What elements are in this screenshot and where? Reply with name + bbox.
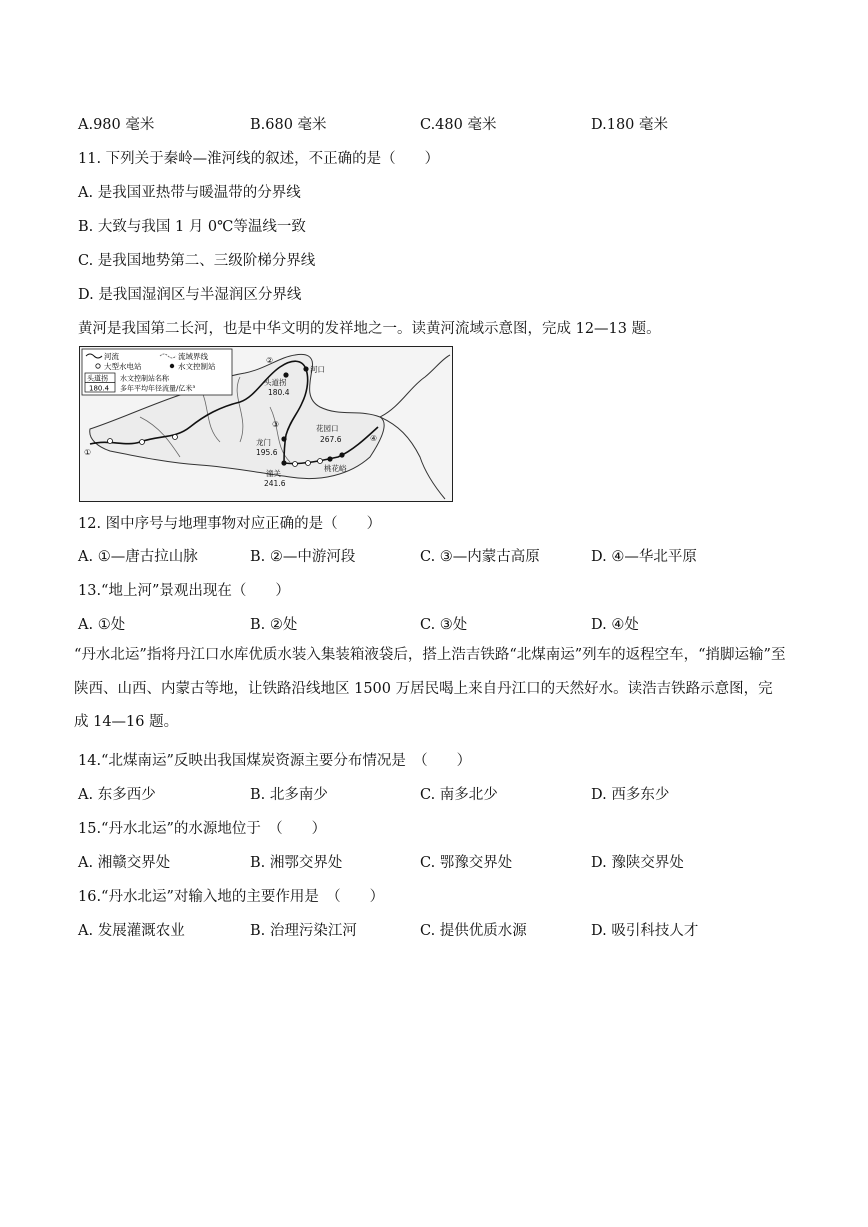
legend-example-value: 180.4 bbox=[89, 384, 110, 393]
label-tongguan-value: 241.6 bbox=[264, 479, 286, 488]
label-toudaoguai-value: 180.4 bbox=[268, 388, 290, 397]
q10-option-b: B.680 毫米 bbox=[250, 117, 327, 133]
label-hekou: 河口 bbox=[310, 365, 325, 374]
legend-caption-1: 水文控制站名称 bbox=[120, 374, 169, 383]
q14-option-d: D. 西多东少 bbox=[591, 787, 670, 803]
label-huayuankou: 花园口 bbox=[316, 424, 339, 433]
q10-option-d: D.180 毫米 bbox=[591, 117, 669, 133]
q10-option-a: A.980 毫米 bbox=[78, 117, 155, 133]
legend-boundary: 流域界线 bbox=[178, 352, 208, 361]
label-2: ② bbox=[266, 356, 274, 365]
q11-stem: 11. 下列关于秦岭—淮河线的叙述，不正确的是（ ） bbox=[78, 151, 440, 167]
q11-option-b: B. 大致与我国 1 月 0℃等温线一致 bbox=[78, 219, 306, 235]
q13-stem: 13.“地上河”景观出现在（ ） bbox=[78, 583, 290, 599]
legend-control: 水文控制站 bbox=[178, 362, 216, 371]
q14-option-b: B. 北多南少 bbox=[250, 787, 328, 803]
q12-options bbox=[78, 545, 798, 567]
label-longmen-value: 195.6 bbox=[256, 448, 278, 457]
yellow-river-basin-map bbox=[79, 346, 453, 502]
q15-option-b: B. 湘鄂交界处 bbox=[250, 855, 343, 871]
q14-option-c: C. 南多北少 bbox=[420, 787, 498, 803]
q13-option-b: B. ②处 bbox=[250, 617, 298, 633]
q16-option-b: B. 治理污染江河 bbox=[250, 923, 357, 939]
legend-hydro: 大型水电站 bbox=[104, 362, 142, 371]
q15-option-c: C. 鄂豫交界处 bbox=[420, 855, 513, 871]
q16-stem: 16.“丹水北运”对输入地的主要作用是 （ ） bbox=[78, 889, 385, 905]
q16-option-a: A. 发展灌溉农业 bbox=[78, 923, 185, 939]
q12-option-a: A. ①—唐古拉山脉 bbox=[78, 549, 198, 565]
q11-option-d: D. 是我国湿润区与半湿润区分界线 bbox=[78, 287, 302, 303]
q10-options bbox=[78, 113, 798, 135]
q10-option-c: C.480 毫米 bbox=[420, 117, 497, 133]
q13-option-a: A. ①处 bbox=[78, 617, 126, 633]
legend-river: 河流 bbox=[104, 352, 119, 361]
q15-stem: 15.“丹水北运”的水源地位于 （ ） bbox=[78, 821, 327, 837]
q11-option-a: A. 是我国亚热带与暖温带的分界线 bbox=[78, 185, 301, 201]
legend-example-name: 头道拐 bbox=[87, 374, 108, 383]
q11-option-c: C. 是我国地势第二、三级阶梯分界线 bbox=[78, 253, 316, 269]
label-huayuankou-value: 267.6 bbox=[320, 435, 342, 444]
legend-caption-2: 多年平均年径流量/亿米³ bbox=[120, 384, 196, 393]
huanghe-intro: 黄河是我国第二长河，也是中华文明的发祥地之一。读黄河流域示意图，完成 12—13 题。 bbox=[78, 321, 661, 337]
q14-options bbox=[78, 783, 798, 805]
q16-option-c: C. 提供优质水源 bbox=[420, 923, 527, 939]
q14-option-a: A. 东多西少 bbox=[78, 787, 156, 803]
q12-option-b: B. ②—中游河段 bbox=[250, 549, 356, 565]
label-taohuayu: 桃花峪 bbox=[324, 464, 347, 473]
danshui-intro: “丹水北运”指将丹江口水库优质水装入集装箱液袋后，搭上浩吉铁路“北煤南运”列车的返程空车，“捎脚运输”至陕西、山西、内蒙古等地，让铁路沿线地区 1500 万居民喝上来自丹江口的天然好水。读浩吉铁路示意图，完成 14—16 题。 bbox=[74, 647, 786, 730]
q16-options bbox=[78, 919, 798, 941]
label-1: ① bbox=[84, 448, 92, 457]
q13-option-c: C. ③处 bbox=[420, 617, 468, 633]
q12-option-d: D. ④—华北平原 bbox=[591, 549, 697, 565]
label-tongguan: 潼关 bbox=[266, 469, 281, 478]
q15-options bbox=[78, 851, 798, 873]
q14-stem: 14.“北煤南运”反映出我国煤炭资源主要分布情况是 （ ） bbox=[78, 753, 472, 769]
label-4: ④ bbox=[370, 434, 378, 443]
map-legend bbox=[82, 349, 232, 395]
q13-option-d: D. ④处 bbox=[591, 617, 639, 633]
label-toudaoguai: 头道拐 bbox=[264, 378, 287, 387]
q15-option-a: A. 湘赣交界处 bbox=[78, 855, 171, 871]
q16-option-d: D. 吸引科技人才 bbox=[591, 923, 699, 939]
q12-option-c: C. ③—内蒙古高原 bbox=[420, 549, 540, 565]
q15-option-d: D. 豫陕交界处 bbox=[591, 855, 684, 871]
q13-options bbox=[78, 613, 798, 635]
q12-stem: 12. 图中序号与地理事物对应正确的是（ ） bbox=[78, 516, 382, 532]
label-3: ③ bbox=[272, 420, 280, 429]
label-longmen: 龙门 bbox=[256, 438, 271, 447]
